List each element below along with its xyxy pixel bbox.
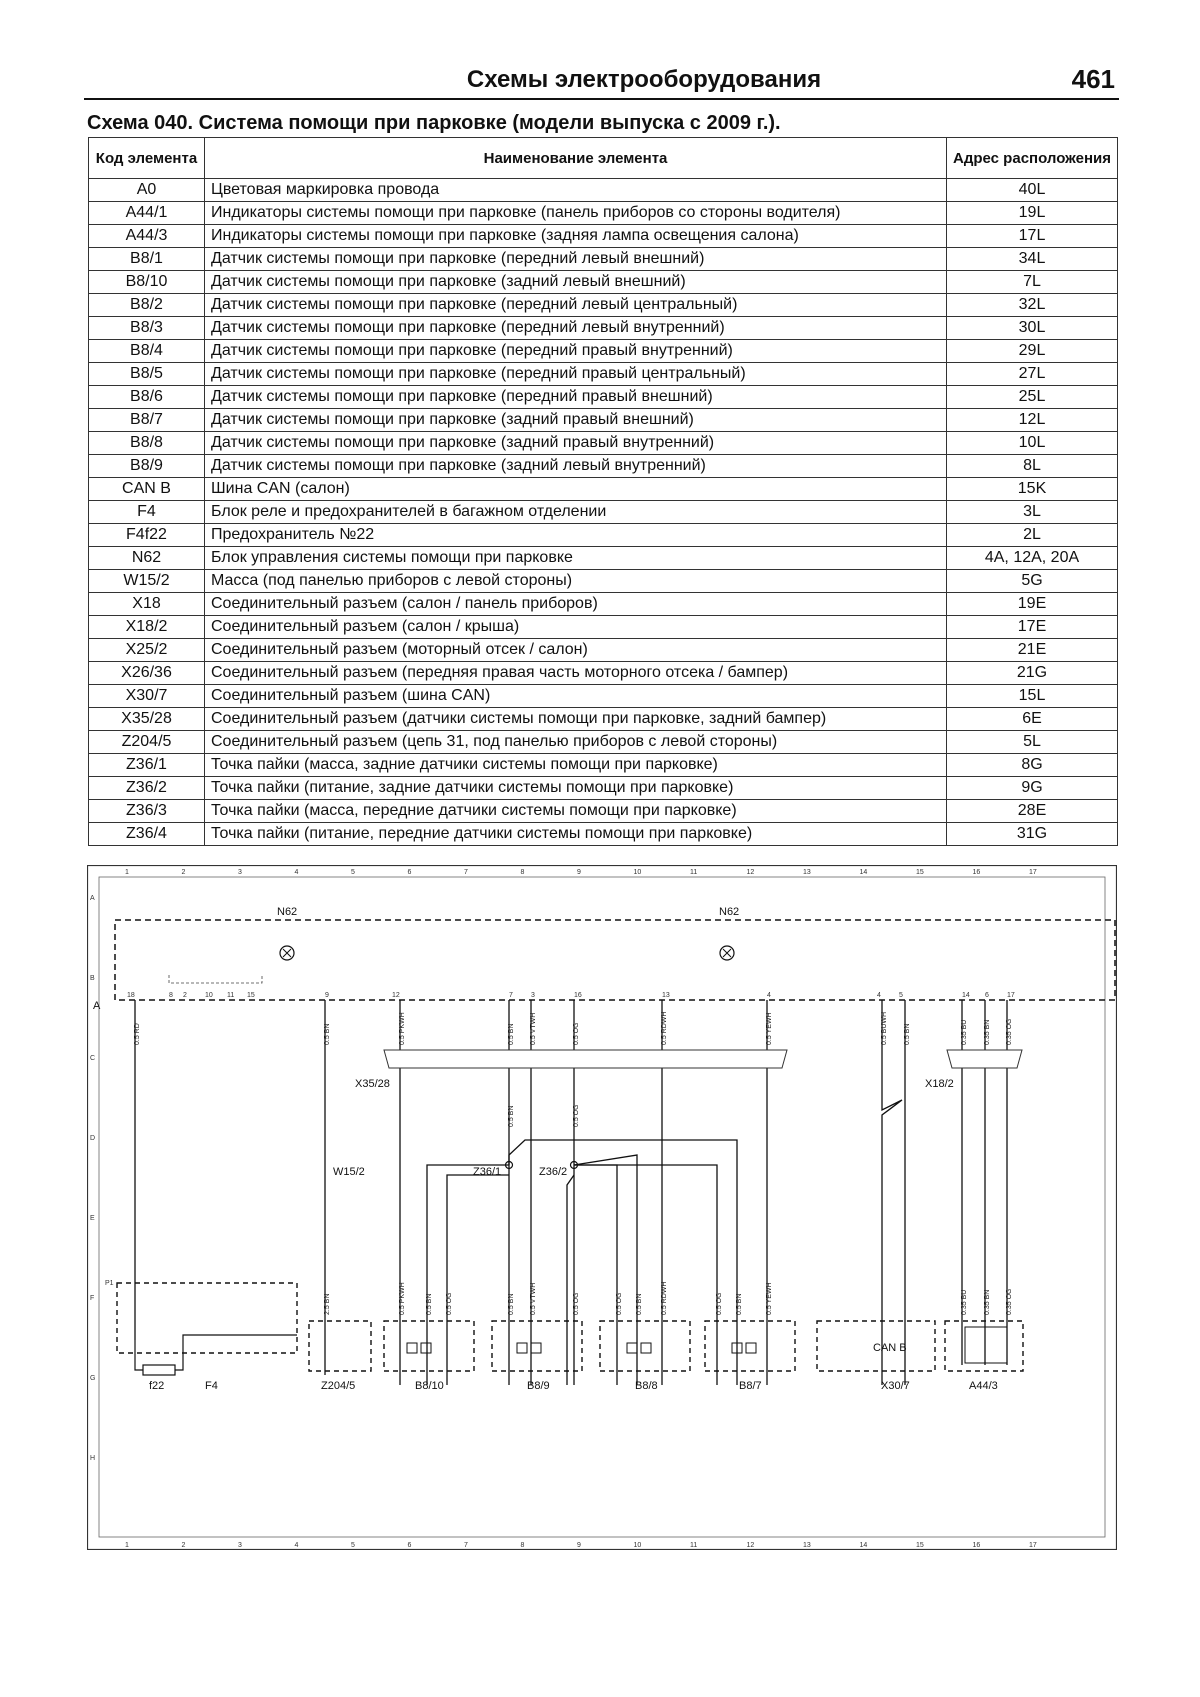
cell-name: Соединительный разъем (датчики системы помощи при парковке, задний бампер) <box>205 708 947 731</box>
cell-addr: 27L <box>947 363 1118 386</box>
cell-code: Z36/3 <box>89 800 205 823</box>
a44-3-label: A44/3 <box>969 1380 998 1392</box>
can-b-label: CAN B <box>873 1342 907 1354</box>
grid-column-number: 1 <box>125 1542 129 1549</box>
n62-pin-number: 16 <box>574 992 582 999</box>
grid-column-number: 4 <box>294 1542 299 1549</box>
cell-name: Индикаторы системы помощи при парковке (панель приборов со стороны водителя) <box>205 202 947 225</box>
col-name-header: Наименование элемента <box>205 138 947 179</box>
n62-pin-number: 14 <box>962 992 970 999</box>
col-code-header: Код элемента <box>89 138 205 179</box>
cell-addr: 34L <box>947 248 1118 271</box>
cell-addr: 29L <box>947 340 1118 363</box>
z204-5-box <box>309 1321 371 1371</box>
n62-pin-number: 13 <box>662 992 670 999</box>
cell-code: F4 <box>89 501 205 524</box>
wire-color-label: 0.35 OG <box>1006 1018 1013 1045</box>
cell-name: Точка пайки (питание, задние датчики системы помощи при парковке) <box>205 777 947 800</box>
wire-color-label: 0.5 PKWH <box>399 1282 406 1315</box>
grid-row-letter: B <box>90 975 95 982</box>
cell-code: B8/3 <box>89 317 205 340</box>
n62-pin-number: 4 <box>767 992 771 999</box>
wire-color-label: 0.5 OG <box>446 1292 453 1315</box>
grid-column-number: 14 <box>859 869 868 876</box>
table-row <box>89 225 1118 248</box>
cell-name: Предохранитель №22 <box>205 524 947 547</box>
cell-name: Датчик системы помощи при парковке (передний правый внутренний) <box>205 340 947 363</box>
f4-pin-label: P1 <box>105 1280 114 1287</box>
n62-label-left: N62 <box>277 906 298 918</box>
table-row <box>89 639 1118 662</box>
wiring-diagram-svg <box>87 865 1117 1550</box>
cell-addr: 3L <box>947 501 1118 524</box>
n62-pin-numbers <box>127 992 1015 999</box>
cell-code: B8/2 <box>89 294 205 317</box>
cell-name: Соединительный разъем (цепь 31, под панелью приборов с левой стороны) <box>205 731 947 754</box>
wire-z36-2-b88b <box>574 1155 637 1385</box>
n62-pin-number: 7 <box>509 992 513 999</box>
cell-code: A0 <box>89 179 205 202</box>
n62-pin-number: 3 <box>531 992 535 999</box>
cell-code: B8/10 <box>89 271 205 294</box>
wire-color-label: 0.5 BN <box>904 1023 911 1045</box>
wire-color-label: 0.5 OG <box>573 1292 580 1315</box>
cell-name: Датчик системы помощи при парковке (задний правый внешний) <box>205 409 947 432</box>
wire-z36-2-b89 <box>567 1175 574 1385</box>
n62-pin-number: 17 <box>1007 992 1015 999</box>
grid-column-number: 2 <box>181 869 186 876</box>
wire-color-label: 0.5 BN <box>508 1023 515 1045</box>
cell-addr: 8G <box>947 754 1118 777</box>
n62-pin-number: 6 <box>985 992 989 999</box>
wire-color-label: 0.5 RDWH <box>661 1281 668 1315</box>
table-row <box>89 271 1118 294</box>
cell-code: B8/9 <box>89 455 205 478</box>
cell-addr: 15K <box>947 478 1118 501</box>
cell-code: CAN B <box>89 478 205 501</box>
cell-name: Соединительный разъем (салон / панель приборов) <box>205 593 947 616</box>
f4-box <box>117 1283 297 1353</box>
table-row <box>89 386 1118 409</box>
n62-pin-number: 5 <box>899 992 903 999</box>
grid-column-number: 6 <box>407 1542 412 1549</box>
n62-pin-number: 12 <box>392 992 400 999</box>
section-title: Схемы электрооборудования <box>466 66 822 93</box>
table-row <box>89 202 1118 225</box>
n62-pin-number: 9 <box>325 992 329 999</box>
cell-addr: 40L <box>947 179 1118 202</box>
table-header-row <box>89 138 1118 179</box>
grid-row-letter: H <box>90 1455 96 1462</box>
wire-color-label: 0.35 BU <box>961 1019 968 1045</box>
wire-buwh-can <box>882 1000 902 1385</box>
grid-column-number: 15 <box>916 869 924 876</box>
cell-name: Блок реле и предохранителей в багажном отделении <box>205 501 947 524</box>
n62-pin-number: 4 <box>877 992 881 999</box>
cell-code: X35/28 <box>89 708 205 731</box>
wire-color-label: 0.5 VTWH <box>530 1282 537 1315</box>
wire-labels-mid <box>508 1104 580 1127</box>
cell-addr: 17L <box>947 225 1118 248</box>
grid-column-number: 9 <box>577 1542 581 1549</box>
cell-name: Датчик системы помощи при парковке (задний левый внутренний) <box>205 455 947 478</box>
cell-addr: 15L <box>947 685 1118 708</box>
wire-color-label: 0.5 OG <box>573 1104 580 1127</box>
x30-7-label: X30/7 <box>881 1380 910 1392</box>
grid-column-number: 17 <box>1029 1542 1037 1549</box>
cell-code: B8/6 <box>89 386 205 409</box>
grid-top-numbers <box>125 869 1037 876</box>
cell-code: Z36/2 <box>89 777 205 800</box>
cell-addr: 7L <box>947 271 1118 294</box>
cell-code: A44/1 <box>89 202 205 225</box>
table-row <box>89 455 1118 478</box>
table-row <box>89 593 1118 616</box>
grid-column-number: 7 <box>464 1542 468 1549</box>
table-body <box>89 179 1118 846</box>
table-row <box>89 432 1118 455</box>
wire-color-label: 0.35 BN <box>984 1289 991 1315</box>
wire-color-label: 0.5 VTWH <box>530 1012 537 1045</box>
cell-name: Датчик системы помощи при парковке (передний левый внутренний) <box>205 317 947 340</box>
cell-addr: 5L <box>947 731 1118 754</box>
cell-code: Z204/5 <box>89 731 205 754</box>
page-number: 461 <box>1071 64 1115 94</box>
table-row <box>89 317 1118 340</box>
table-row <box>89 179 1118 202</box>
cell-name: Точка пайки (масса, задние датчики системы помощи при парковке) <box>205 754 947 777</box>
cell-code: N62 <box>89 547 205 570</box>
grid-column-number: 17 <box>1029 869 1037 876</box>
n62-pin-number: 2 <box>183 992 187 999</box>
cell-code: X18 <box>89 593 205 616</box>
table-row <box>89 478 1118 501</box>
cell-addr: 12L <box>947 409 1118 432</box>
wire-color-label: 0.5 OG <box>573 1022 580 1045</box>
cell-name: Соединительный разъем (моторный отсек / салон) <box>205 639 947 662</box>
n62-pin-number: 10 <box>205 992 213 999</box>
cell-addr: 21G <box>947 662 1118 685</box>
n62-pin-number: 18 <box>127 992 135 999</box>
cell-addr: 21E <box>947 639 1118 662</box>
w15-2-label: W15/2 <box>333 1166 365 1178</box>
f22-label: f22 <box>149 1380 165 1392</box>
table-row <box>89 363 1118 386</box>
cell-code: B8/8 <box>89 432 205 455</box>
table-row <box>89 501 1118 524</box>
grid-column-number: 14 <box>859 1542 868 1549</box>
grid-column-number: 6 <box>407 869 412 876</box>
grid-column-number: 3 <box>238 1542 242 1549</box>
table-row <box>89 524 1118 547</box>
grid-row-letter: A <box>90 895 95 902</box>
wire-color-label: 0.5 BN <box>426 1293 433 1315</box>
grid-column-number: 11 <box>690 869 698 876</box>
cell-addr: 10L <box>947 432 1118 455</box>
grid-row-letter: D <box>90 1135 96 1142</box>
cell-code: Z36/1 <box>89 754 205 777</box>
b8-8-sensor <box>600 1321 690 1371</box>
wire-color-label: 0.5 BN <box>736 1293 743 1315</box>
wire-color-label: 0.35 OG <box>1006 1288 1013 1315</box>
cell-addr: 17E <box>947 616 1118 639</box>
cell-name: Точка пайки (питание, передние датчики системы помощи при парковке) <box>205 823 947 846</box>
table-row <box>89 708 1118 731</box>
grid-column-number: 10 <box>633 1542 642 1549</box>
b8-7-sensor <box>705 1321 795 1371</box>
cell-addr: 6E <box>947 708 1118 731</box>
cell-addr: 19E <box>947 593 1118 616</box>
grid-column-number: 12 <box>746 869 755 876</box>
ground-icon <box>720 946 734 960</box>
cell-addr: 8L <box>947 455 1118 478</box>
n62-pin-number: 15 <box>247 992 255 999</box>
grid-column-number: 8 <box>520 869 525 876</box>
cell-code: A44/3 <box>89 225 205 248</box>
n62-label-right: N62 <box>719 906 740 918</box>
grid-column-number: 1 <box>125 869 129 876</box>
cell-name: Датчик системы помощи при парковке (передний правый центральный) <box>205 363 947 386</box>
z36-2-label: Z36/2 <box>539 1166 568 1178</box>
cell-code: Z36/4 <box>89 823 205 846</box>
cell-code: F4f22 <box>89 524 205 547</box>
z204-5-label: Z204/5 <box>321 1380 356 1392</box>
cell-name: Соединительный разъем (передняя правая часть моторного отсека / бампер) <box>205 662 947 685</box>
grid-column-number: 7 <box>464 869 468 876</box>
table-row <box>89 294 1118 317</box>
table-row <box>89 616 1118 639</box>
cell-name: Блок управления системы помощи при парковке <box>205 547 947 570</box>
cell-addr: 31G <box>947 823 1118 846</box>
grid-column-number: 4 <box>294 869 299 876</box>
cell-code: X25/2 <box>89 639 205 662</box>
grid-column-number: 13 <box>803 869 811 876</box>
cell-addr: 32L <box>947 294 1118 317</box>
diagram-inner-frame <box>99 877 1105 1537</box>
cell-addr: 25L <box>947 386 1118 409</box>
table-row <box>89 340 1118 363</box>
grid-column-number: 3 <box>238 869 242 876</box>
b8-9-label: B8/9 <box>527 1380 550 1392</box>
wire-color-label: 0.35 BN <box>984 1019 991 1045</box>
cell-code: B8/7 <box>89 409 205 432</box>
wire-color-label: 0.5 OG <box>716 1292 723 1315</box>
cell-addr: 28E <box>947 800 1118 823</box>
b8-8-label: B8/8 <box>635 1380 658 1392</box>
cell-code: W15/2 <box>89 570 205 593</box>
cell-name: Индикаторы системы помощи при парковке (задняя лампа освещения салона) <box>205 225 947 248</box>
grid-column-number: 5 <box>351 1542 355 1549</box>
x18-2-label: X18/2 <box>925 1078 954 1090</box>
page-header <box>84 60 1119 100</box>
cell-code: X30/7 <box>89 685 205 708</box>
cell-name: Цветовая маркировка провода <box>205 179 947 202</box>
grid-column-number: 5 <box>351 869 355 876</box>
grid-row-letter: F <box>90 1295 95 1302</box>
cell-name: Соединительный разъем (шина CAN) <box>205 685 947 708</box>
wire-z36-1-b810b <box>447 1175 509 1385</box>
wire-color-label: 0.5 BN <box>324 1023 331 1045</box>
cell-addr: 9G <box>947 777 1118 800</box>
table-row <box>89 409 1118 432</box>
cell-code: B8/4 <box>89 340 205 363</box>
cell-name: Датчик системы помощи при парковке (передний левый внешний) <box>205 248 947 271</box>
grid-column-number: 10 <box>633 869 642 876</box>
wire-color-label: 2.5 BN <box>324 1293 331 1315</box>
grid-column-number: 12 <box>746 1542 755 1549</box>
table-row <box>89 823 1118 846</box>
grid-column-number: 2 <box>181 1542 186 1549</box>
z36-1-label: Z36/1 <box>473 1166 502 1178</box>
table-row <box>89 570 1118 593</box>
indicator-icon <box>965 1327 1007 1363</box>
n62-pin-number: 8 <box>169 992 173 999</box>
cell-name: Соединительный разъем (салон / крыша) <box>205 616 947 639</box>
wire-z36-1-b810 <box>427 1165 509 1385</box>
cell-code: B8/1 <box>89 248 205 271</box>
grid-column-number: 13 <box>803 1542 811 1549</box>
x35-28-label: X35/28 <box>355 1078 390 1090</box>
grid-row-letter: G <box>90 1375 96 1382</box>
wiring-diagram <box>87 865 1117 1550</box>
wire-color-label: 0.5 RD <box>134 1023 141 1045</box>
grid-bottom-numbers <box>125 1542 1037 1549</box>
b8-10-sensor <box>384 1321 474 1371</box>
cell-name: Масса (под панелью приборов с левой стороны) <box>205 570 947 593</box>
table-row <box>89 685 1118 708</box>
scheme-title: Схема 040. Система помощи при парковке (модели выпуска с 2009 г.). <box>87 112 781 134</box>
x35-28-connector <box>384 1050 787 1068</box>
cell-addr: 2L <box>947 524 1118 547</box>
table-row <box>89 662 1118 685</box>
wire-color-label: 0.5 BN <box>508 1293 515 1315</box>
cell-code: X26/36 <box>89 662 205 685</box>
grid-column-number: 15 <box>916 1542 924 1549</box>
wire-z36-2-b88 <box>574 1165 617 1385</box>
cell-addr: 4A, 12A, 20A <box>947 547 1118 570</box>
cell-name: Шина CAN (салон) <box>205 478 947 501</box>
grid-row-letter: C <box>90 1055 96 1062</box>
cell-name: Датчик системы помощи при парковке (задний правый внутренний) <box>205 432 947 455</box>
cell-name: Датчик системы помощи при парковке (передний левый центральный) <box>205 294 947 317</box>
wire-color-label: 0.5 BUWH <box>881 1011 888 1045</box>
wire-color-label: 0.5 YEWH <box>766 1012 773 1045</box>
table-row <box>89 800 1118 823</box>
cell-name: Датчик системы помощи при парковке (передний правый внешний) <box>205 386 947 409</box>
table-row <box>89 754 1118 777</box>
grid-column-number: 16 <box>972 869 981 876</box>
b8-7-label: B8/7 <box>739 1380 762 1392</box>
wire-color-label: 0.35 BU <box>961 1289 968 1315</box>
cell-name: Датчик системы помощи при парковке (задний левый внешний) <box>205 271 947 294</box>
table-row <box>89 731 1118 754</box>
cell-addr: 5G <box>947 570 1118 593</box>
grid-left-letters <box>90 895 95 1462</box>
cell-code: B8/5 <box>89 363 205 386</box>
wire-color-label: 0.5 OG <box>616 1292 623 1315</box>
cell-name: Точка пайки (масса, передние датчики системы помощи при парковке) <box>205 800 947 823</box>
n62-box <box>115 920 1115 1000</box>
grid-column-number: 16 <box>972 1542 981 1549</box>
x18-2-connector <box>947 1050 1022 1068</box>
f4-label: F4 <box>205 1380 218 1392</box>
grid-column-number: 9 <box>577 869 581 876</box>
table-row <box>89 777 1118 800</box>
wire-color-label: 0.5 BN <box>636 1293 643 1315</box>
cell-addr: 19L <box>947 202 1118 225</box>
ground-icon <box>280 946 294 960</box>
wire-color-label: 0.5 PKWH <box>399 1012 406 1045</box>
b8-9-sensor <box>492 1321 582 1371</box>
elements-table <box>88 137 1118 846</box>
b8-10-label: B8/10 <box>415 1380 444 1392</box>
table-row <box>89 547 1118 570</box>
grid-row-letter: E <box>90 1215 95 1222</box>
cell-addr: 30L <box>947 317 1118 340</box>
grid-column-number: 8 <box>520 1542 525 1549</box>
wire-z36-2-b87 <box>574 1165 717 1385</box>
table-row <box>89 248 1118 271</box>
fuse-f22-icon <box>143 1365 175 1375</box>
col-addr-header: Адрес расположения <box>947 138 1118 179</box>
grid-column-number: 11 <box>690 1542 698 1549</box>
wire-color-label: 0.5 BN <box>508 1105 515 1127</box>
n62-pin-number: 11 <box>227 992 235 999</box>
pin-row-a-label: A <box>93 1000 101 1012</box>
cell-code: X18/2 <box>89 616 205 639</box>
wire-color-label: 0.5 YEWH <box>766 1282 773 1315</box>
wire-color-label: 0.5 RDWH <box>661 1011 668 1045</box>
n62-pin-group-bracket <box>169 975 262 983</box>
